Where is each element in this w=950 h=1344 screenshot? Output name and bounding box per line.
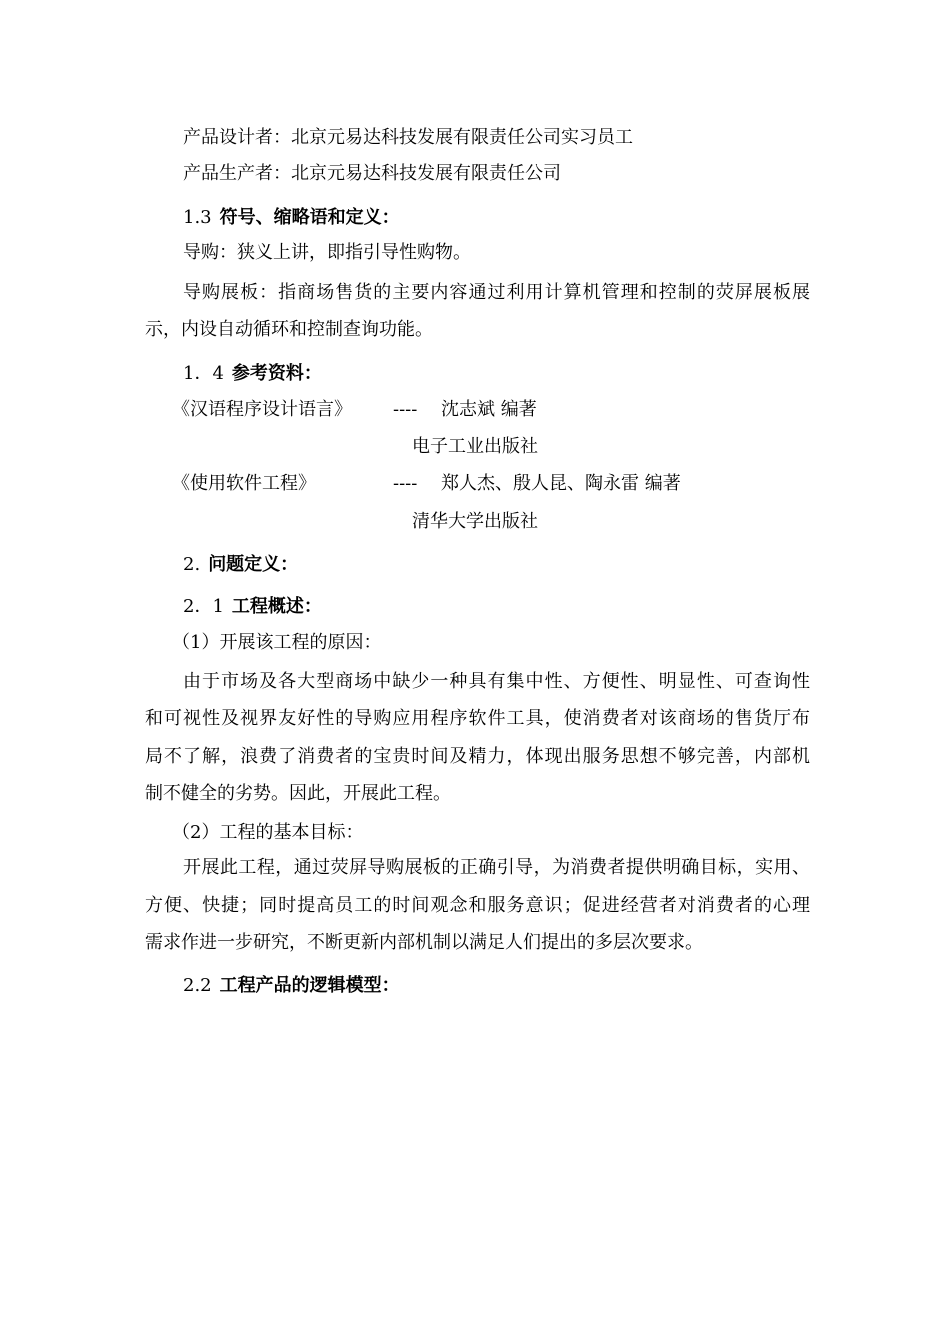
reason-heading: （1）开展该工程的原因：: [172, 632, 382, 653]
section-heading-1-4: [183, 362, 322, 386]
reference-dash: ----: [393, 473, 418, 494]
definition-board-line1: 导购展板：指商场售货的主要内容通过利用计算机管理和控制的荧屏展板展: [183, 282, 810, 303]
goal-line: 需求作进一步研究，不断更新内部机制以满足人们提出的多层次要求。: [145, 932, 703, 953]
reason-line: 局不了解，浪费了消费者的宝贵时间及精力，体现出服务思想不够完善，内部机: [145, 746, 810, 767]
section-heading-1-3: [183, 206, 400, 230]
designer-line: 产品设计者：北京元易达科技发展有限责任公司实习员工: [183, 127, 633, 148]
section-heading-2-1: [183, 595, 322, 619]
reason-line: 制不健全的劣势。因此，开展此工程。: [145, 783, 451, 804]
section-number: 1.3: [183, 207, 212, 228]
section-number: 2．1: [183, 596, 224, 617]
section-title: 参考资料：: [231, 363, 322, 384]
section-title: 问题定义：: [208, 554, 299, 575]
reference-author: 沈志斌 编著: [441, 399, 537, 420]
reference-book: 《汉语程序设计语言》: [172, 399, 352, 420]
section-heading-2: [183, 553, 298, 577]
producer-line: 产品生产者：北京元易达科技发展有限责任公司: [183, 163, 561, 184]
goal-heading: （2）工程的基本目标：: [172, 822, 364, 843]
section-title: 工程产品的逻辑模型：: [219, 975, 400, 996]
definition-board-line2: 示，内设自动循环和控制查询功能。: [145, 319, 433, 340]
section-number: 1．4: [183, 363, 224, 384]
reference-dash: ----: [393, 399, 418, 420]
reference-publisher: 清华大学出版社: [412, 511, 538, 532]
reference-author: 郑人杰、殷人昆、陶永雷 编著: [441, 473, 681, 494]
reference-publisher: 电子工业出版社: [412, 436, 538, 457]
definition-guide: 导购：狭义上讲，即指引导性购物。: [183, 242, 471, 263]
reason-line: 和可视性及视界友好性的导购应用程序软件工具，使消费者对该商场的售货厅布: [145, 708, 810, 729]
section-title: 工程概述：: [231, 596, 322, 617]
section-number: 2.: [183, 554, 201, 575]
section-heading-2-2: [183, 974, 400, 998]
reason-line: 由于市场及各大型商场中缺少一种具有集中性、方便性、明显性、可查询性: [183, 671, 810, 692]
goal-line: 开展此工程，通过荧屏导购展板的正确引导，为消费者提供明确目标，实用、: [183, 857, 810, 878]
section-number: 2.2: [183, 975, 212, 996]
reference-book: 《使用软件工程》: [172, 473, 316, 494]
goal-line: 方便、快捷；同时提高员工的时间观念和服务意识；促进经营者对消费者的心理: [145, 895, 810, 916]
section-title: 符号、缩略语和定义：: [219, 207, 400, 228]
